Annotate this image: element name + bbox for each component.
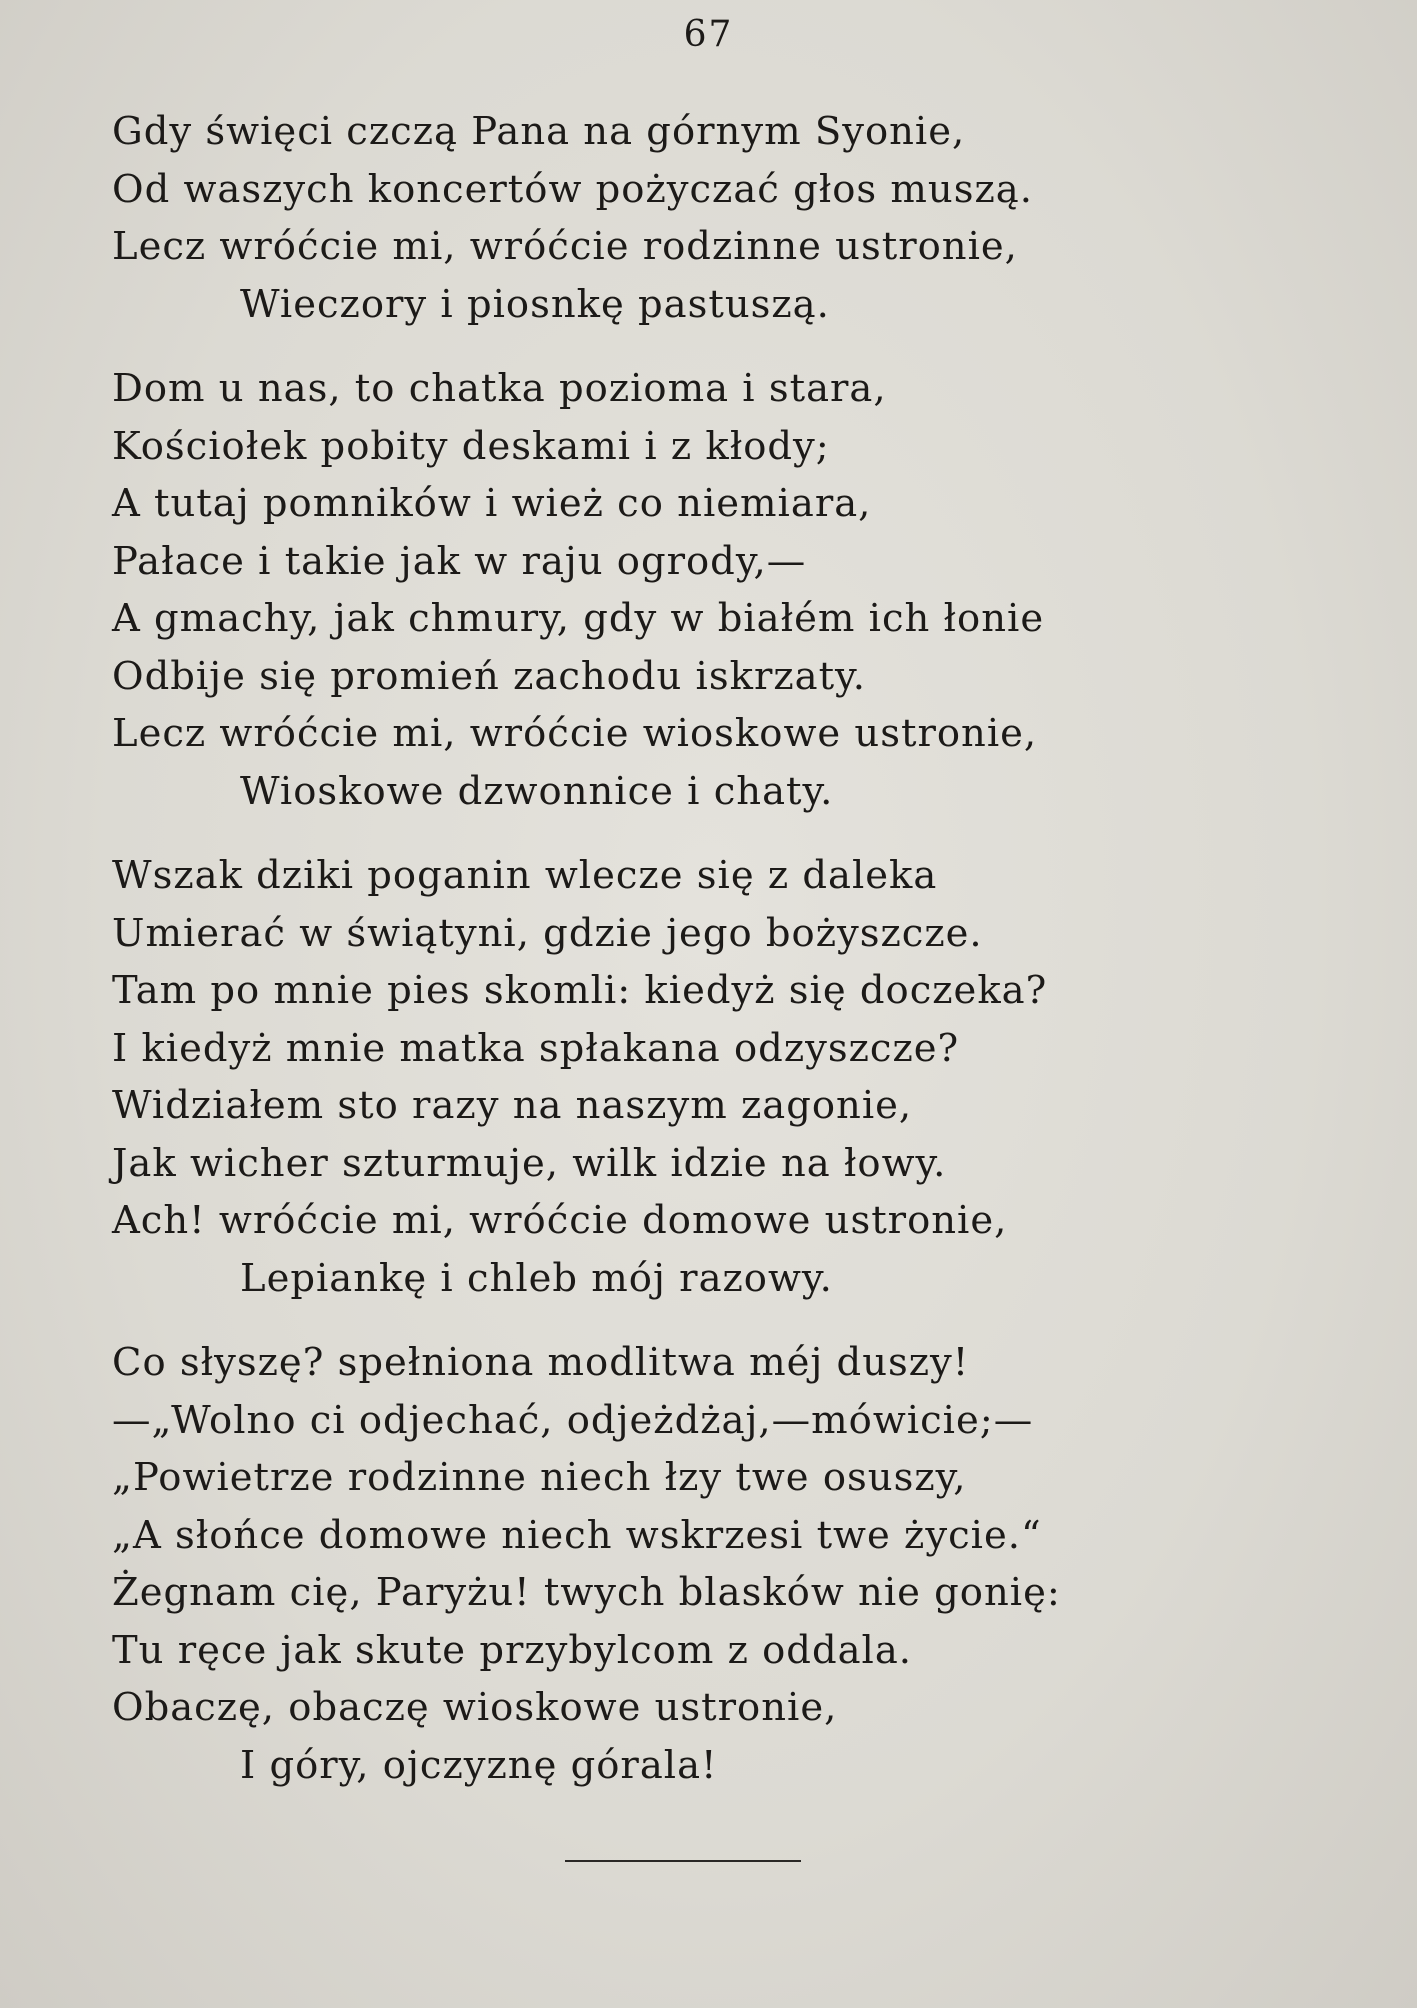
verse-line: Dom u nas, to chatka pozioma i stara, bbox=[112, 366, 887, 411]
verse-line: Umierać w świątyni, gdzie jego bożyszcze. bbox=[112, 910, 983, 956]
verse-line-indented: Lepiankę i chleb mój razowy. bbox=[240, 1255, 833, 1301]
stanza-2 bbox=[112, 360, 1332, 820]
verse-line: Lecz wróćcie mi, wróćcie rodzinne ustronie, bbox=[112, 224, 1018, 269]
page-number: 67 bbox=[683, 14, 734, 55]
verse-line: A gmachy, jak chmury, gdy w białém ich łonie bbox=[112, 596, 1045, 641]
verse-line: Od waszych koncertów pożyczać głos muszą. bbox=[112, 166, 1033, 212]
verse-line: Obaczę, obaczę wioskowe ustronie, bbox=[112, 1685, 838, 1730]
verse-line: Żegnam cię, Paryżu! twych blasków nie gonię: bbox=[112, 1570, 1061, 1615]
verse-line: —„Wolno ci odjechać, odjeżdżaj,—mówicie;— bbox=[112, 1397, 1034, 1443]
verse-line: Lecz wróćcie mi, wróćcie wioskowe ustronie, bbox=[112, 711, 1038, 756]
verse-line: Ach! wróćcie mi, wróćcie domowe ustronie, bbox=[112, 1198, 1008, 1243]
stanza-3 bbox=[112, 847, 1332, 1307]
end-rule-divider bbox=[565, 1860, 801, 1862]
verse-line-indented: Wieczory i piosnkę pastuszą. bbox=[240, 281, 830, 327]
verse-line: Wszak dziki poganin wlecze się z daleka bbox=[112, 853, 938, 898]
verse-line-indented: I góry, ojczyznę górala! bbox=[240, 1742, 718, 1788]
verse-line-indented: Wioskowe dzwonnice i chaty. bbox=[240, 768, 834, 814]
poem bbox=[112, 103, 1332, 1821]
stanza-1 bbox=[112, 103, 1332, 333]
verse-line: Gdy święci czczą Pana na górnym Syonie, bbox=[112, 109, 966, 154]
verse-line: Widziałem sto razy na naszym zagonie, bbox=[112, 1083, 913, 1128]
verse-line: „A słońce domowe niech wskrzesi twe życie.“ bbox=[112, 1512, 1042, 1558]
verse-line: Jak wicher szturmuje, wilk idzie na łowy. bbox=[112, 1140, 947, 1186]
verse-line: Tam po mnie pies skomli: kiedyż się doczeka? bbox=[112, 968, 1048, 1013]
verse-line: A tutaj pomników i wież co niemiara, bbox=[112, 481, 872, 526]
verse-line: I kiedyż mnie matka spłakana odzyszcze? bbox=[112, 1025, 960, 1071]
verse-line: Tu ręce jak skute przybylcom z oddala. bbox=[112, 1627, 913, 1673]
verse-line: Co słyszę? spełniona modlitwa méj duszy! bbox=[112, 1340, 970, 1385]
stanza-4 bbox=[112, 1334, 1332, 1794]
verse-line: Pałace i takie jak w raju ogrody,— bbox=[112, 538, 807, 584]
verse-line: Kościołek pobity deskami i z kłody; bbox=[112, 423, 830, 469]
verse-line: Odbije się promień zachodu iskrzaty. bbox=[112, 653, 866, 699]
verse-line: „Powietrze rodzinne niech łzy twe osuszy, bbox=[112, 1455, 967, 1500]
